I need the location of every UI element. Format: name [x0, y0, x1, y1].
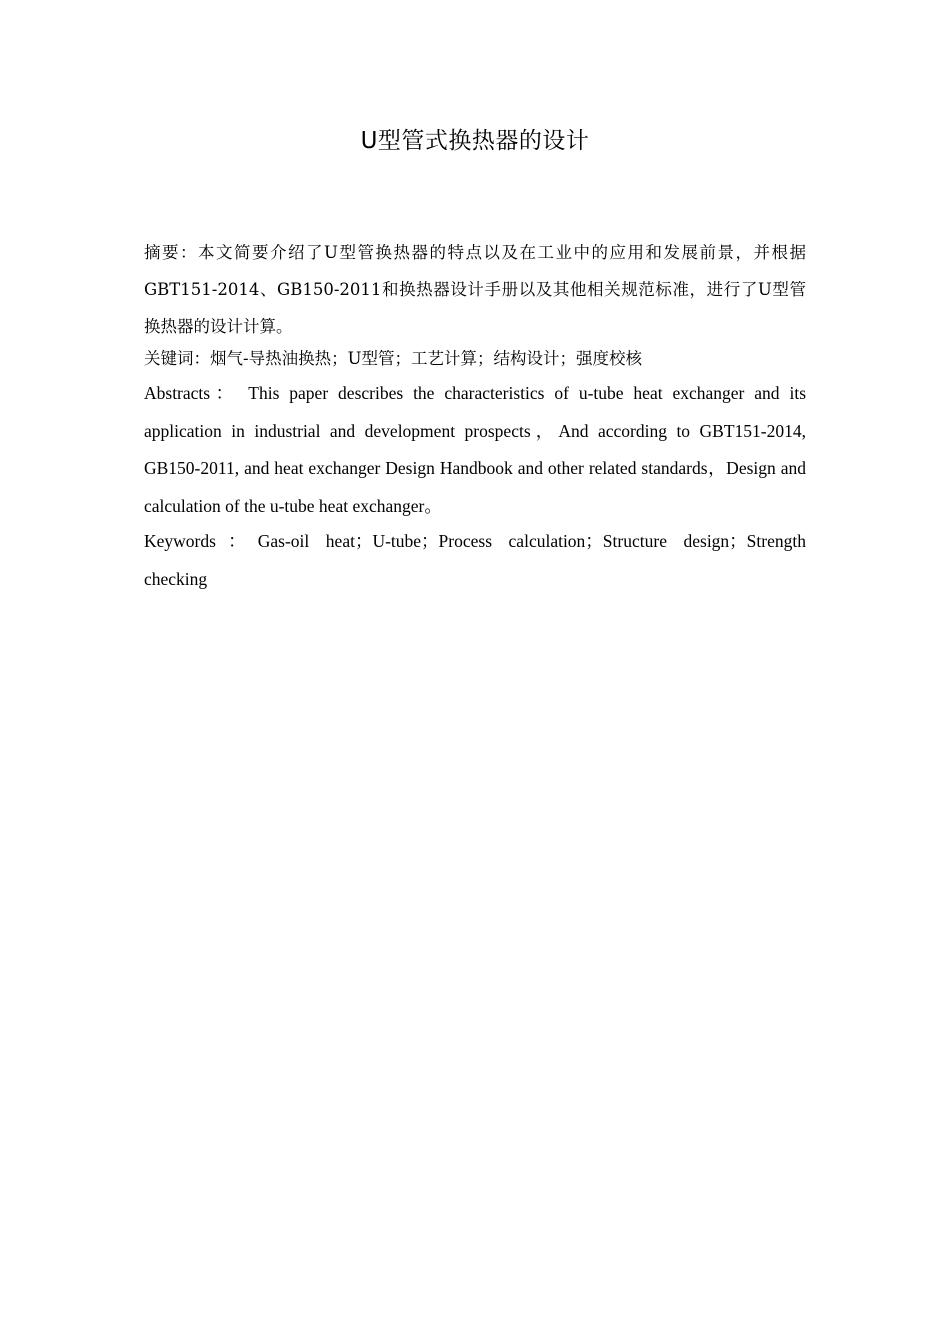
- keywords-cn-label: 关键词：: [144, 349, 210, 368]
- abstract-en-label: Abstracts：: [144, 383, 239, 403]
- keywords-en: [144, 523, 806, 598]
- abstract-cn-label: 摘要：: [144, 243, 199, 262]
- keywords-cn-text: 烟气-导热油换热；U型管；工艺计算；结构设计；强度校核: [210, 349, 642, 368]
- abstract-cn: [144, 234, 806, 345]
- keywords-cn: [144, 343, 806, 375]
- keywords-en-text: Gas-oil heat；U-tube；Process calculation；Structure design；Strength checking: [144, 531, 806, 589]
- page-title: U型管式换热器的设计: [360, 128, 590, 154]
- abstract-en-text: This paper describes the characteristics of u-tube heat exchanger and its application in industrial and development prospects，And according to GBT151-2014, GB150-2011, and heat exchanger Design Handbook and other related standards，Design and calculation of the u-tube heat exchanger。: [144, 383, 806, 516]
- abstract-en: [144, 375, 806, 525]
- keywords-en-label: Keywords：: [144, 531, 258, 551]
- abstract-cn-text: 本文简要介绍了U型管换热器的特点以及在工业中的应用和发展前景，并根据GBT151-2014、GB150-2011和换热器设计手册以及其他相关规范标准，进行了U型管换热器的设计计算。: [144, 243, 807, 336]
- abstract-section: [144, 234, 806, 598]
